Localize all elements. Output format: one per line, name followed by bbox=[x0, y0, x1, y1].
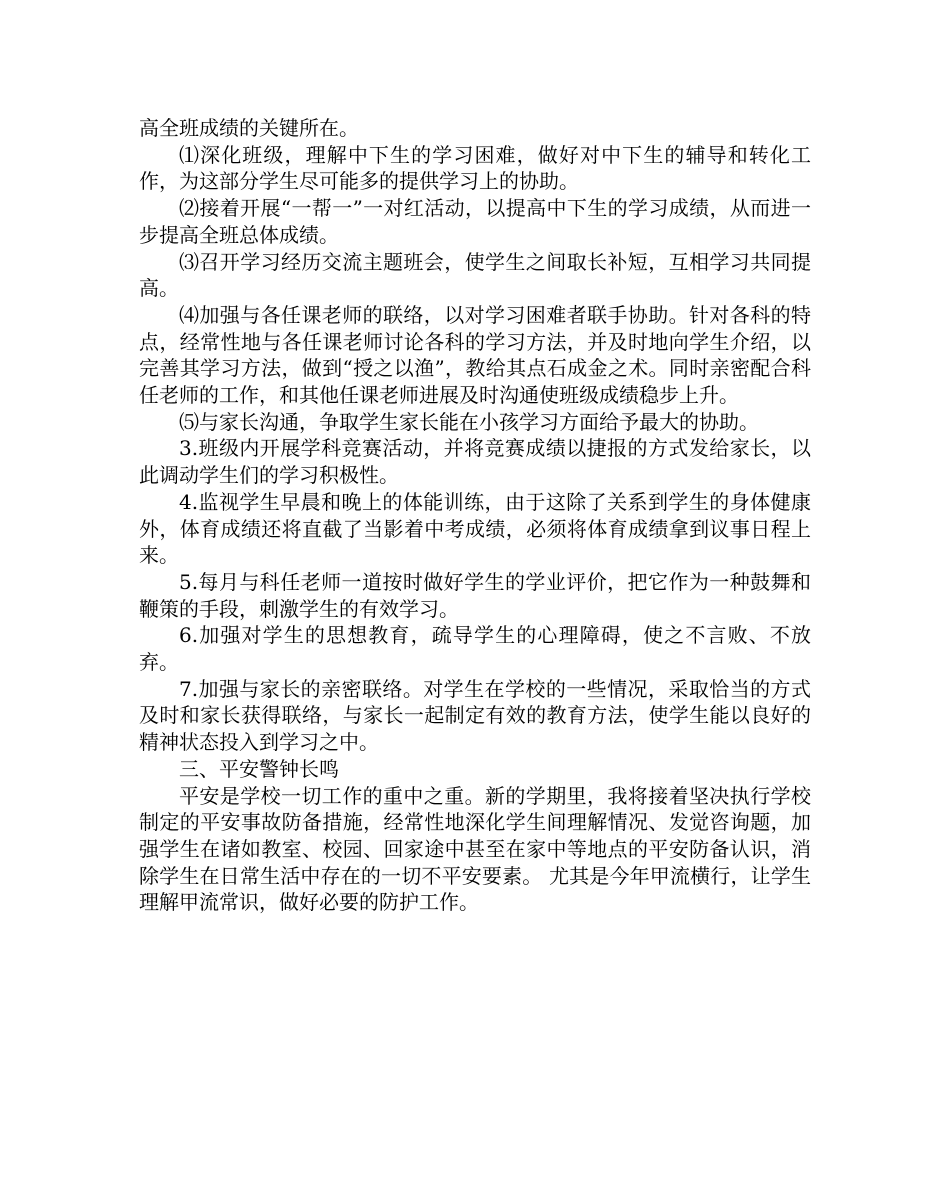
paragraph-item-1: ⑴深化班级，理解中下生的学习困难，做好对中下生的辅导和转化工作，为这部分学生尽可能多的提供学习上的协助。 bbox=[139, 142, 811, 194]
paragraph-point-6: 6.加强对学生的思想教育，疏导学生的心理障碍，使之不言败、不放弃。 bbox=[139, 623, 811, 675]
paragraph-continuation: 高全班成绩的关键所在。 bbox=[139, 116, 359, 140]
paragraph-point-5: 5.每月与科任老师一道按时做好学生的学业评价，把它作为一种鼓舞和鞭策的手段，刺激学生的有效学习。 bbox=[139, 569, 811, 621]
paragraph-point-4: 4.监视学生早晨和晚上的体能训练，由于这除了关系到学生的身体健康外，体育成绩还将直截了当影着中考成绩，必须将体育成绩拿到议事日程上来。 bbox=[139, 489, 811, 568]
paragraph-point-7: 7.加强与家长的亲密联络。对学生在学校的一些情况，采取恰当的方式及时和家长获得联络，与家长一起制定有效的教育方法，使学生能以良好的精神状态投入到学习之中。 bbox=[139, 676, 811, 755]
section-heading-safety: 三、平安警钟长鸣 bbox=[179, 756, 339, 781]
paragraph-item-5: ⑸与家长沟通，争取学生家长能在小孩学习方面给予最大的协助。 bbox=[179, 409, 759, 434]
paragraph-item-2: ⑵接着开展“一帮一”一对红活动，以提高中下生的学习成绩，从而进一步提高全班总体成绩。 bbox=[139, 196, 811, 247]
paragraph-safety: 平安是学校一切工作的重中之重。新的学期里，我将接着坚决执行学校制定的平安事故防备措施，经常性地深化学生间理解情况、发觉咨询题，加强学生在诸如教室、校园、回家途中甚至在家中等地点的平安防备认识，消除学生在日常生活中存在的一切不平安要素。 尤其是今年甲流横行，让学生理解甲流常识，做好必要的防护工作。 bbox=[139, 783, 811, 915]
paragraph-item-4: ⑷加强与各任课老师的联络，以对学习困难者联手协助。针对各科的特点，经常性地与各任课老师讨论各科的学习方法，并及时地向学生介绍，以完善其学习方法，做到“授之以渔”，教给其点石成金之术。同时亲密配合科任老师的工作，和其他任课老师进展及时沟通使班级成绩稳步上升。 bbox=[139, 302, 811, 408]
paragraph-item-3: ⑶召开学习经历交流主题班会，使学生之间取长补短，互相学习共同提高。 bbox=[139, 249, 811, 301]
paragraph-point-3: 3.班级内开展学科竞赛活动，并将竞赛成绩以捷报的方式发给家长，以此调动学生们的学习积极性。 bbox=[139, 436, 811, 488]
document-body bbox=[139, 115, 811, 916]
